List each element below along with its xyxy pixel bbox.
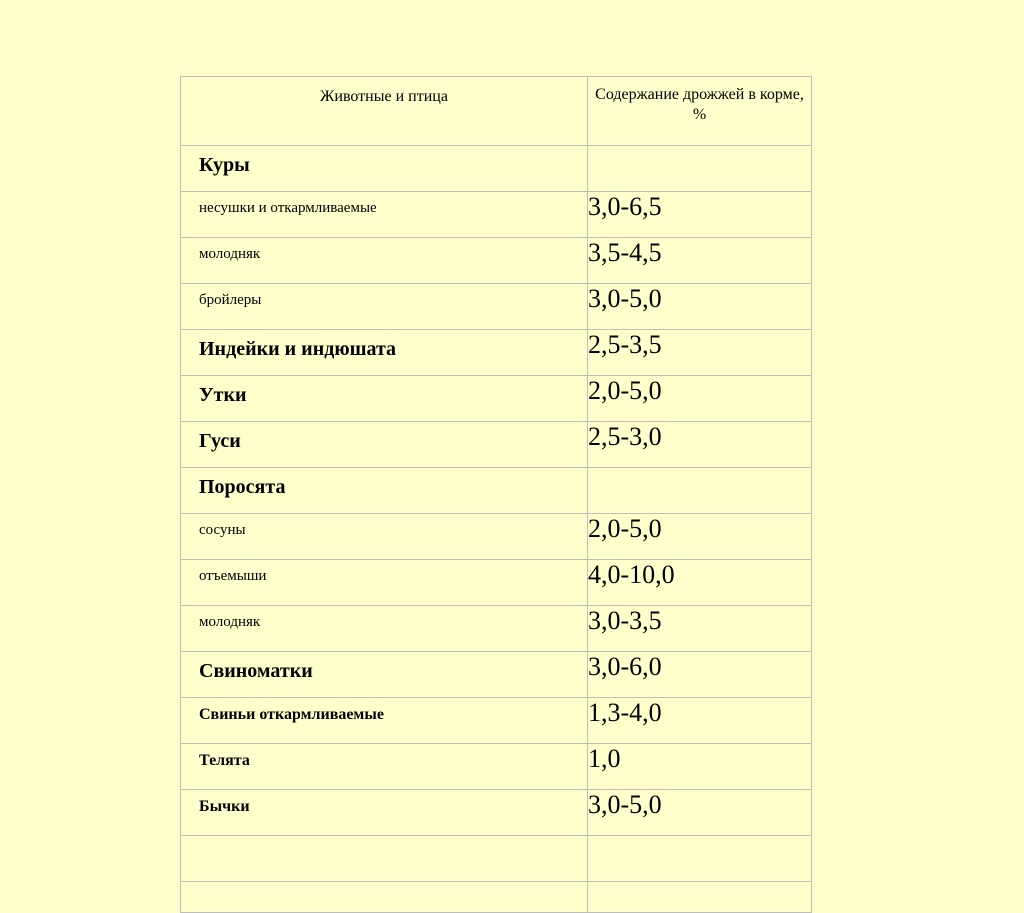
table-row (181, 514, 812, 560)
row-animal-name: молодняк (181, 606, 588, 652)
row-yeast-value: 1,0 (588, 744, 812, 790)
table-row (181, 698, 812, 744)
row-animal-name: Гуси (181, 422, 588, 468)
row-animal-name: Поросята (181, 468, 588, 514)
row-yeast-value: 4,0-10,0 (588, 560, 812, 606)
table-body (181, 146, 812, 913)
row-yeast-value: 3,0-5,0 (588, 284, 812, 330)
row-animal-name (181, 836, 588, 882)
table-row (181, 560, 812, 606)
row-animal-name: сосуны (181, 514, 588, 560)
row-animal-name: Куры (181, 146, 588, 192)
row-animal-name: Утки (181, 376, 588, 422)
row-animal-name: отъемыши (181, 560, 588, 606)
table-row (181, 882, 812, 913)
row-animal-name: Свиноматки (181, 652, 588, 698)
row-yeast-value: 2,0-5,0 (588, 376, 812, 422)
row-yeast-value (588, 836, 812, 882)
table-row (181, 652, 812, 698)
table-row (181, 744, 812, 790)
table-row (181, 606, 812, 652)
row-yeast-value: 2,5-3,0 (588, 422, 812, 468)
row-yeast-value (588, 146, 812, 192)
row-yeast-value: 2,0-5,0 (588, 514, 812, 560)
row-yeast-value: 3,0-3,5 (588, 606, 812, 652)
table-row (181, 422, 812, 468)
row-yeast-value: 3,0-6,0 (588, 652, 812, 698)
row-yeast-value (588, 468, 812, 514)
row-yeast-value: 1,3-4,0 (588, 698, 812, 744)
row-yeast-value: 3,0-6,5 (588, 192, 812, 238)
row-animal-name: Телята (181, 744, 588, 790)
header-animals: Животные и птица (181, 77, 588, 146)
table-row (181, 468, 812, 514)
row-animal-name: бройлеры (181, 284, 588, 330)
row-yeast-value: 3,0-5,0 (588, 790, 812, 836)
row-animal-name: Свиньи откармливаемые (181, 698, 588, 744)
yeast-content-table (180, 76, 812, 913)
row-animal-name (181, 882, 588, 913)
row-yeast-value (588, 882, 812, 913)
row-animal-name: молодняк (181, 238, 588, 284)
table-row (181, 284, 812, 330)
table-row (181, 146, 812, 192)
table-row (181, 330, 812, 376)
table-row (181, 192, 812, 238)
row-yeast-value: 2,5-3,5 (588, 330, 812, 376)
table-header-row (181, 77, 812, 146)
row-animal-name: Индейки и индюшата (181, 330, 588, 376)
table-row (181, 376, 812, 422)
row-yeast-value: 3,5-4,5 (588, 238, 812, 284)
table-row (181, 836, 812, 882)
row-animal-name: несушки и откармливаемые (181, 192, 588, 238)
row-animal-name: Бычки (181, 790, 588, 836)
table-row (181, 238, 812, 284)
table-row (181, 790, 812, 836)
header-yeast-content: Содержание дрожжей в корме, % (588, 77, 812, 146)
